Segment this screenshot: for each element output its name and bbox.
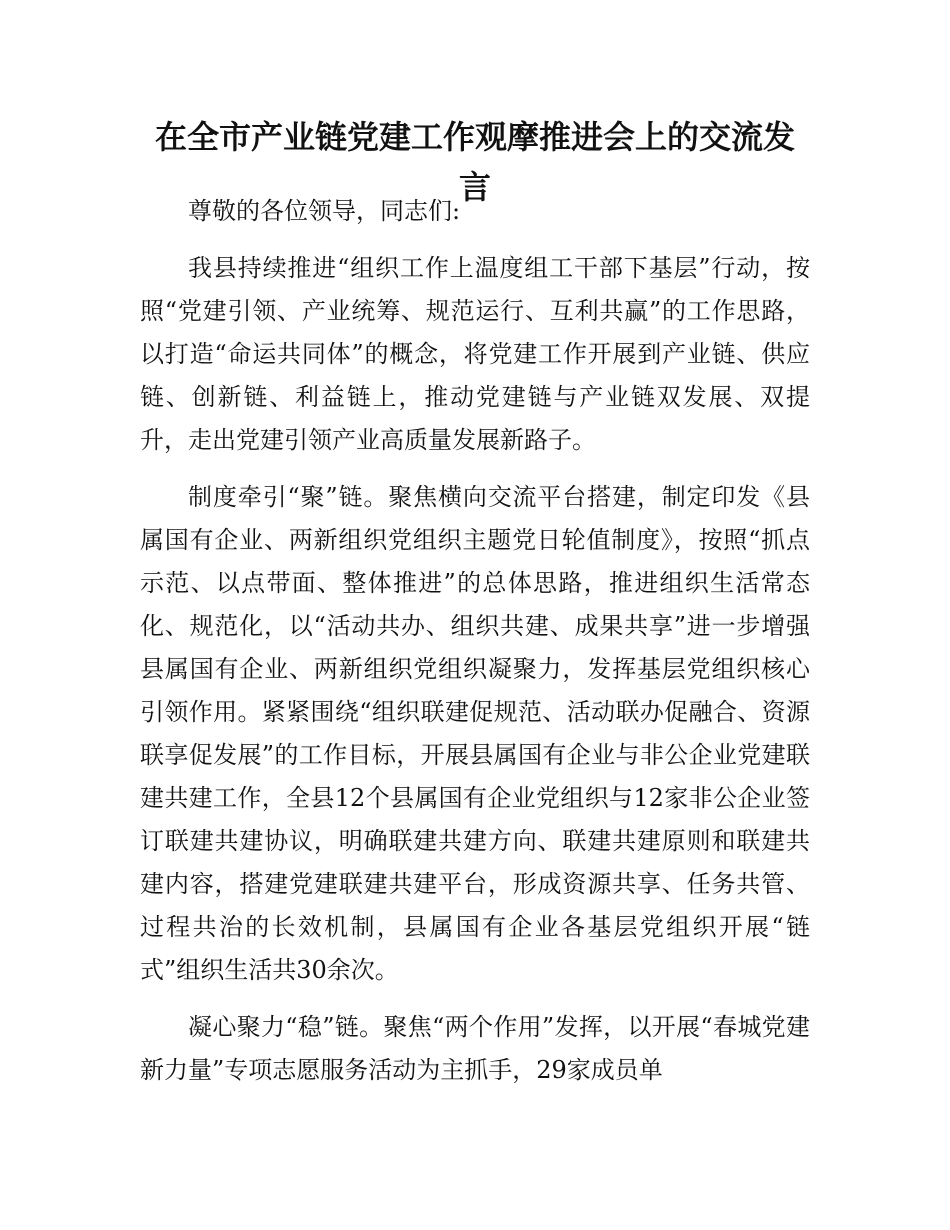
paragraph-institution-chain: 制度牵引“聚”链。聚焦横向交流平台搭建，制定印发《县属国有企业、两新组织党组织主题党日轮值制度》，按照“抓点示范、以点带面、整体推进”的总体思路，推进组织生活常态化、规范化，以“活动共办、组织共建、成果共享”进一步增强县属国有企业、两新组织党组织凝聚力，发挥基层党组织核心引领作用。紧紧围绕“组织联建促规范、活动联办促融合、资源联享促发展”的工作目标，开展县属国有企业与非公企业党建联建共建工作，全县12个县属国有企业党组织与12家非公企业签订联建共建协议，明确联建共建方向、联建共建原则和联建共建内容，搭建党建联建共建平台，形成资源共享、任务共管、过程共治的长效机制，县属国有企业各基层党组织开展“链式”组织生活共30余次。: [140, 483, 810, 984]
document-body: [140, 190, 810, 1106]
document-title: 在全市产业链党建工作观摩推进会上的交流发言: [154, 118, 795, 206]
paragraph-intro: 我县持续推进“组织工作上温度组工干部下基层”行动，按照“党建引领、产业统筹、规范运行、互利共赢”的工作思路，以打造“命运共同体”的概念，将党建工作开展到产业链、供应链、创新链、利益链上，推动党建链与产业链双发展、双提升，走出党建引领产业高质量发展新路子。: [140, 254, 810, 454]
greeting-line: 尊敬的各位领导，同志们:: [188, 197, 461, 225]
paragraph-stabilize-chain: 凝心聚力“稳”链。聚焦“两个作用”发挥，以开展“春城党建新力量”专项志愿服务活动为主抓手，29家成员单: [140, 1013, 810, 1084]
